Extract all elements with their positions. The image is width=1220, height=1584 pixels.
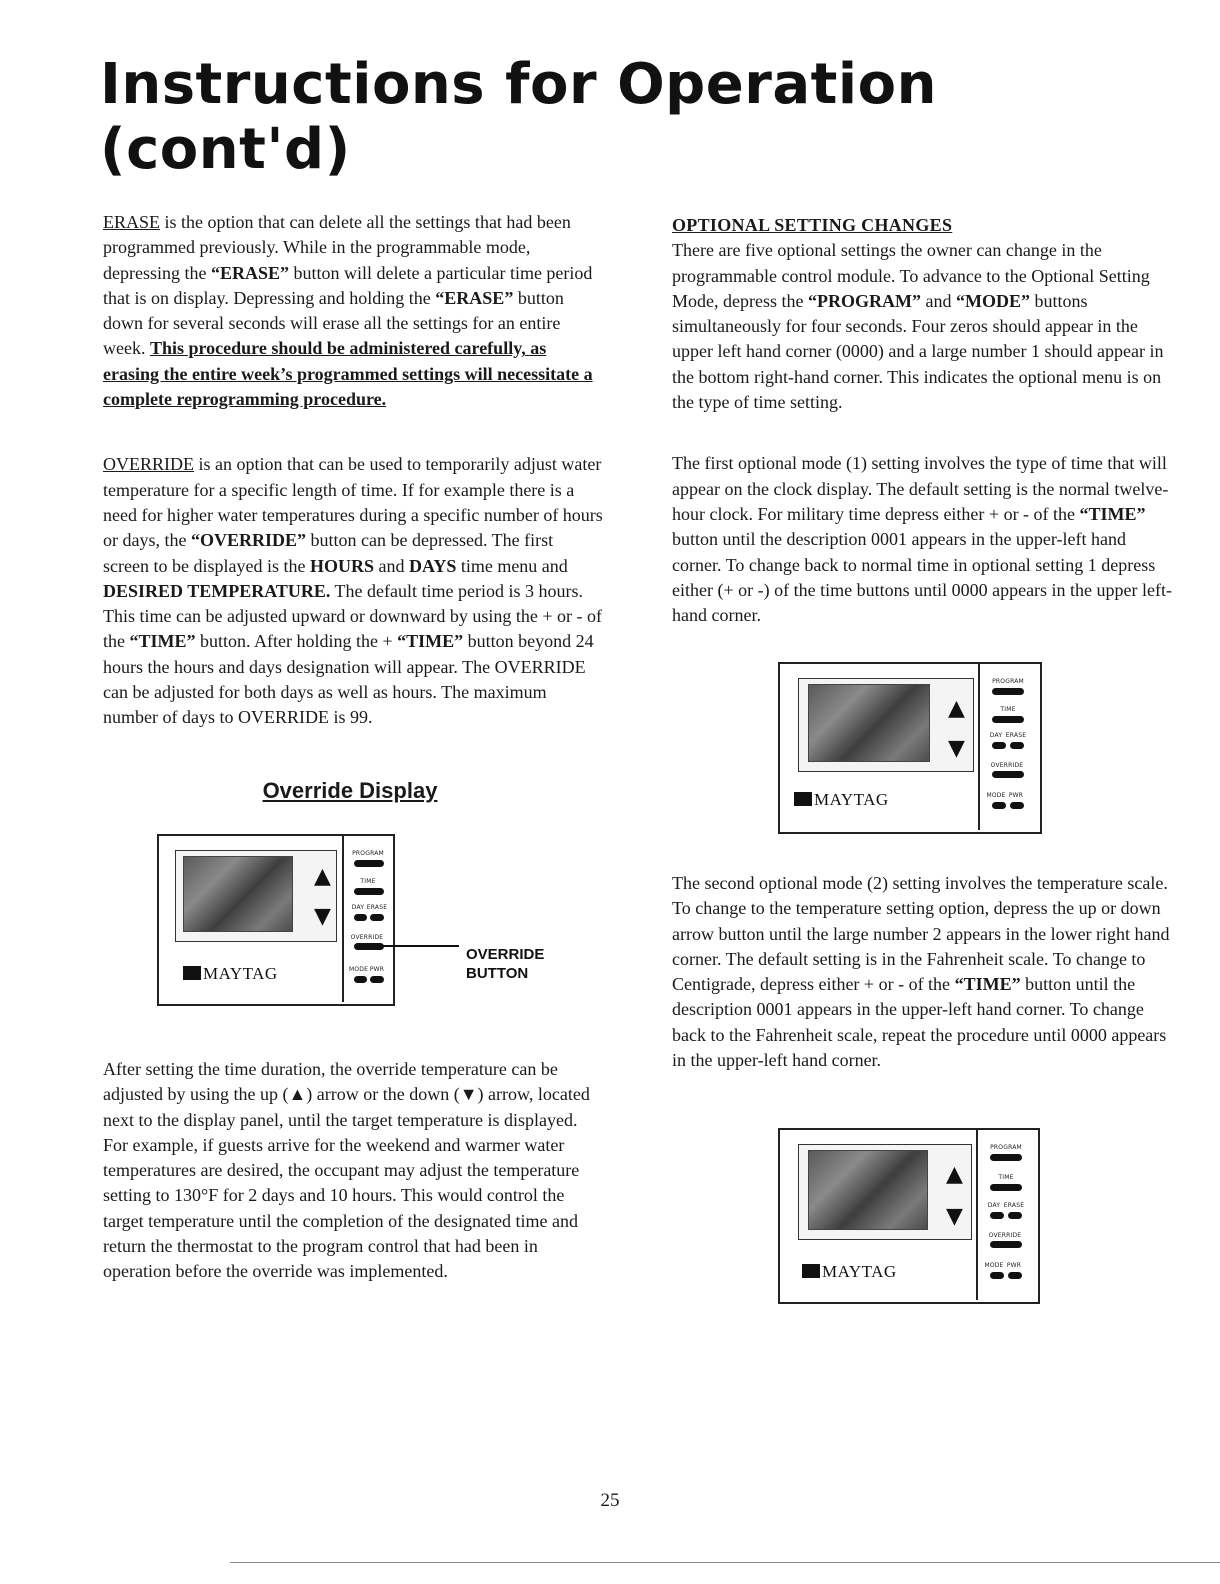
right-column-bottom: [672, 871, 1172, 1102]
override-t4: time menu and: [456, 555, 568, 576]
p2-t1: The first optional mode (1) setting involves the type of time that will appear on the clock display. The default setting is the normal twelve-hour clock. For military time depress either + or - of the: [672, 453, 1169, 524]
down-arrow-icon: ▼: [314, 904, 331, 929]
p1-b1: “PROGRAM”: [807, 290, 921, 311]
optional-p3: [672, 871, 1172, 1073]
override-paragraph: [103, 452, 603, 730]
p1-t1: There are five optional settings the owner can change in the programmable control module. To advance to the Optional Setting Mode, depress the: [672, 240, 1150, 311]
mode-label: MODE: [986, 792, 1006, 799]
p1-t2: and: [920, 290, 956, 311]
erase-label: ERASE: [1003, 1202, 1025, 1209]
override-button: [990, 1241, 1022, 1248]
button-panel-divider: [976, 1130, 978, 1300]
pwr-button: [1008, 1272, 1022, 1279]
thermostat-figure-override: [157, 834, 395, 1006]
left-column-bottom: [103, 1057, 603, 1314]
display-screen: [808, 1150, 928, 1230]
program-button: [990, 1154, 1022, 1161]
mode-button: [992, 802, 1006, 809]
program-button: [354, 860, 384, 867]
time-button: [992, 716, 1024, 723]
optional-settings-heading: OPTIONAL SETTING CHANGES: [672, 215, 953, 235]
optional-p1: [672, 238, 1172, 415]
maytag-mark-icon: [794, 792, 812, 806]
p2-t2: button until the description 0001 appears in the upper-left hand corner. To change back to normal time in optional setting 1 depress either (+ or -) of the time buttons until 0000 appears in the upper left-hand corner.: [672, 529, 1173, 626]
override-label: OVERRIDE: [350, 934, 384, 941]
erase-text2: button will delete a particular time period that is on display. Depressing and holding the: [103, 262, 593, 308]
callout-line2: BUTTON: [466, 965, 529, 982]
maytag-brand: MAYTAG: [822, 1262, 897, 1281]
down-arrow-icon: ▼: [946, 1204, 963, 1229]
override-t1: is an option that can be used to temporarily adjust water temperature for a specific length of time. If for example there is a need for higher water temperatures during a specific number of hours or days, the: [103, 454, 603, 551]
override-button-callout: [466, 945, 544, 983]
override-t5: The default time period is 3 hours. This time can be adjusted upward or downward by using the + or - of the: [103, 580, 603, 652]
time-label: TIME: [998, 1174, 1014, 1181]
program-label: PROGRAM: [352, 850, 384, 857]
display-screen: [808, 684, 930, 762]
erase-label: ERASE: [1005, 732, 1027, 739]
day-button: [992, 742, 1006, 749]
erase-btn2: “ERASE”: [435, 287, 514, 308]
mode-label: MODE: [984, 1262, 1004, 1269]
display-screen: [183, 856, 293, 932]
p3-b1: “TIME”: [954, 974, 1021, 995]
override-b4: DESIRED TEMPERATURE.: [103, 580, 331, 601]
program-label: PROGRAM: [992, 678, 1024, 685]
button-panel-divider: [978, 664, 980, 830]
down-arrow-icon: ▼: [948, 736, 965, 761]
maytag-brand: MAYTAG: [814, 790, 889, 809]
left-column-top: [103, 210, 603, 760]
program-label: PROGRAM: [990, 1144, 1022, 1151]
erase-term: ERASE: [103, 212, 161, 232]
up-arrow-icon: ▲: [314, 864, 331, 889]
time-button: [990, 1184, 1022, 1191]
callout-line1: OVERRIDE: [466, 946, 545, 963]
override-b3: DAYS: [408, 555, 457, 576]
program-button: [992, 688, 1024, 695]
override-t7: button beyond 24 hours the hours and days designation will appear. The OVERRIDE can be adjusted for both days as well as hours. The maximum number of days to OVERRIDE is 99.: [103, 631, 594, 728]
maytag-brand: MAYTAG: [203, 964, 278, 983]
override-display-heading: Override Display: [262, 778, 438, 803]
override-button: [992, 771, 1024, 778]
override-b5: “TIME”: [129, 631, 196, 652]
time-label: TIME: [360, 878, 376, 885]
p3-t2: button until the description 0001 appears in the upper-left hand corner. To change back to the Fahrenheit scale, repeat the procedure until 0000 appears in the upper-left hand corner.: [672, 974, 1167, 1071]
page-title: Instructions for Operation (cont'd): [100, 52, 937, 182]
day-button: [354, 914, 367, 921]
mode-button: [354, 976, 367, 983]
pwr-button: [1010, 802, 1024, 809]
erase-paragraph: [103, 210, 603, 412]
maytag-logo: [183, 964, 278, 984]
erase-text3: button down for several seconds will erase all the settings for an entire week.: [103, 287, 564, 359]
thermostat-figure-setting-2: [778, 1128, 1040, 1304]
day-label: DAY: [351, 904, 365, 911]
up-arrow-icon: ▲: [946, 1162, 963, 1187]
mode-button: [990, 1272, 1004, 1279]
override-b6: “TIME”: [397, 631, 464, 652]
override-b1: “OVERRIDE”: [190, 530, 306, 551]
override-t2: button can be depressed. The first screen to be displayed is the: [103, 530, 554, 576]
right-column-top: [672, 213, 1172, 657]
override-label: OVERRIDE: [990, 762, 1024, 769]
time-label: TIME: [1000, 706, 1016, 713]
maytag-mark-icon: [802, 1264, 820, 1278]
override-b2: HOURS: [309, 555, 374, 576]
erase-button: [1008, 1212, 1022, 1219]
button-panel-divider: [342, 836, 344, 1002]
erase-button: [1010, 742, 1024, 749]
pwr-label: PWR: [369, 966, 385, 973]
override-t6: button. After holding the +: [195, 631, 398, 652]
erase-warning: This procedure should be administered carefully, as erasing the entire week’s programmed settings will necessitate a complete reprogramming procedure.: [103, 338, 593, 410]
erase-label: ERASE: [366, 904, 388, 911]
erase-btn1: “ERASE”: [210, 262, 290, 283]
pwr-button: [370, 976, 384, 983]
maytag-logo: [802, 1262, 897, 1282]
override-term: OVERRIDE: [103, 454, 194, 475]
pwr-label: PWR: [1008, 792, 1024, 799]
p2-b1: “TIME”: [1079, 503, 1146, 524]
callout-line: [383, 945, 459, 947]
footer-rule: [230, 1562, 1220, 1563]
mode-label: MODE: [349, 966, 369, 973]
optional-p2: [672, 451, 1172, 628]
up-arrow-icon: ▲: [948, 696, 965, 721]
maytag-mark-icon: [183, 966, 201, 980]
maytag-logo: [794, 790, 889, 810]
override-button: [354, 943, 384, 950]
p3-t1: The second optional mode (2) setting involves the temperature scale. To change to the temperature setting option, depress the up or down arrow button until the large number 2 appears in the lower right hand corner. The default setting is in the Fahrenheit scale. To change to Centigrade, depress either + or - of the: [672, 873, 1170, 995]
p1-t3: buttons simultaneously for four seconds. Four zeros should appear in the upper left hand corner (0000) and a large number 1 should appear in the bottom right-hand corner. This indicates the optional menu is on the type of time setting.: [672, 290, 1164, 413]
time-button: [354, 888, 384, 895]
pwr-label: PWR: [1006, 1262, 1022, 1269]
p1-b2: “MODE”: [955, 290, 1030, 311]
day-label: DAY: [987, 1202, 1001, 1209]
erase-button: [370, 914, 384, 921]
override-t3: and: [373, 555, 409, 576]
day-label: DAY: [989, 732, 1003, 739]
thermostat-figure-setting-1: [778, 662, 1042, 834]
day-button: [990, 1212, 1004, 1219]
page-number: 25: [600, 1490, 620, 1511]
erase-text: is the option that can delete all the settings that had been programmed previously. While in the programmable mode, depressing the: [103, 212, 571, 283]
override-label: OVERRIDE: [988, 1232, 1022, 1239]
after-paragraph: After setting the time duration, the override temperature can be adjusted by using the up (▲) arrow or the down (▼) arrow, located next to the display panel, until the target temperature is displayed. For example, if guests arrive for the weekend and warmer water temperatures are desired, the occupant may adjust the temperature setting to 130°F for 2 days and 10 hours. This would control the target temperature until the completion of the designated time and return the thermostat to the program control that had been in operation before the override was implemented.: [103, 1059, 590, 1282]
